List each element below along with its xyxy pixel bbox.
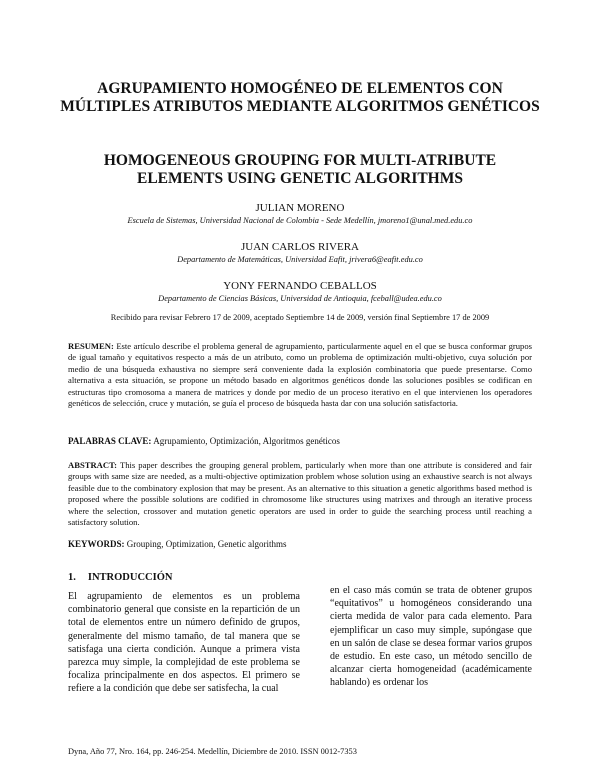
resumen-paragraph [68,341,532,409]
resumen-label: RESUMEN: [68,341,114,351]
page-footer: Dyna, Año 77, Nro. 164, pp. 246-254. Medellín, Diciembre de 2010. ISSN 0012-7353 [68,747,357,756]
author-name: YONY FERNANDO CEBALLOS [223,280,377,292]
palabras-clave-label: PALABRAS CLAVE: [68,436,152,446]
keywords-line [68,539,532,549]
received-dates: Recibido para revisar Febrero 17 de 2009, aceptado Septiembre 14 de 2009, versión final Septiembre 17 de 2009 [110,313,490,322]
author-affiliation: Departamento de Ciencias Básicas, Universidad de Antioquia, fceball@udea.edu.co [158,294,442,303]
author-affiliation: Departamento de Matemáticas, Universidad Eafit, jrivera6@eafit.edu.co [177,255,423,264]
author-name: JUAN CARLOS RIVERA [241,241,359,253]
title-spanish: AGRUPAMIENTO HOMOGÉNEO DE ELEMENTOS CON MÚLTIPLES ATRIBUTOS MEDIANTE ALGORITMOS GENÉTICOS [60,80,540,115]
title-english: HOMOGENEOUS GROUPING FOR MULTI-ATRIBUTE ELEMENTS USING GENETIC ALGORITHMS [103,152,497,187]
section-title: INTRODUCCIÓN [87,572,173,583]
author-affiliation: Escuela de Sistemas, Universidad Nacional de Colombia - Sede Medellín, jmoreno1@unal.med.edu.co [127,216,473,225]
body-column-right: en el caso más común se trata de obtener grupos “equitativos” u homogéneos considerando una cierta medida de valor para cada elemento. Para ejemplificar un caso muy simple, supóngase que en un salón de clase se desea formar varios grupos de estudio. En este caso, un método sencillo de alcanzar cierta homogeneidad (académicamente hablando) es ordenar los [330,585,532,689]
palabras-clave-text: Agrupamiento, Optimización, Algoritmos genéticos [153,436,340,446]
palabras-clave-line [68,436,532,446]
abstract-paragraph [68,460,532,528]
body-column-left: El agrupamiento de elementos es un problema combinatorio general que consiste en la repartición de un total de elementos entre un número definido de grupos, generalmente del mismo tamaño, de tal manera que se satisfaga una cierta condición. Aunque a primera vista parezca muy simple, la complejidad de este problema se focaliza principalmente en dos aspectos. El primero se refiere a la condición que debe ser satisfecha, la cual [68,591,300,695]
section-heading [68,572,184,583]
keywords-text: Grouping, Optimization, Genetic algorithms [126,539,287,549]
author-name: JULIAN MORENO [255,202,345,214]
abstract-text: This paper describes the grouping general problem, particularly when more than one attribute is considered and fair groups with same size are needed, as a multi-objective optimization problem whose solution using an exhaustive search is not always feasible due to the combinatory explosion that may be present. As an alternative to this situation a genetic algorithms based method is proposed where the possible solutions are codified in chromosome like structures using matrixes and through an iterative process where the selection, crossover and mutation genetic operators are used in order to guide the searching process until reaching a satisfactory solution. [68,460,532,528]
keywords-label: KEYWORDS: [68,539,125,549]
resumen-text: Este artículo describe el problema general de agrupamiento, particularmente aquel en el que se busca conformar grupos de igual tamaño y equitativos respecto a más de un atributo, como un problema de optimización multi-objetivo, cuya solución por medio de una búsqueda exhaustiva no siempre será conveniente dada la explosión combinatoria que puede presentarse. Como alternativa a esta situación, se propone un método basado en algoritmos genéticos donde las soluciones posibles se codifican en estructuras tipo cromosoma a manera de matrices y donde por medio de un proceso iterativo en el que intervienen los operadores genéticos de selección, cruce y mutación, se guía el proceso de búsqueda hasta dar con una solución satisfactoria. [68,341,532,409]
abstract-label: ABSTRACT: [68,460,118,470]
section-number: 1. [68,572,76,583]
